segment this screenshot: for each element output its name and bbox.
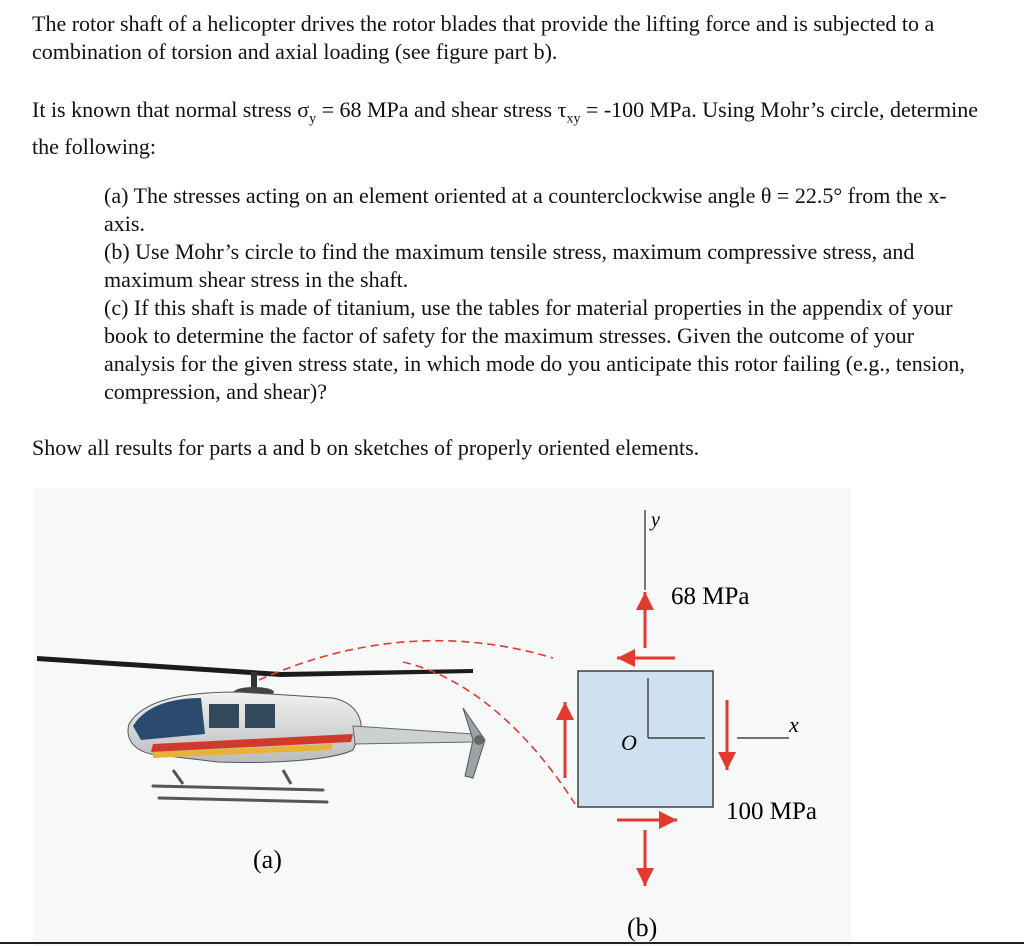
x-axis-label: x — [789, 712, 799, 737]
skid-struts — [173, 770, 291, 784]
instruction: Show all results for parts a and b on sketches of properly oriented elements. — [32, 435, 700, 460]
stress-element — [578, 671, 713, 807]
problem-intro: The rotor shaft of a helicopter drives the rotor blades that provide the lifting force and is subjected to a combination of torsion and axial loading (see figure part b). — [32, 11, 935, 64]
sigma-value: = 68 MPa and shear stress — [316, 97, 558, 122]
y-axis-label: y — [651, 509, 660, 531]
tail-boom — [353, 726, 473, 744]
figure-label-b: (b) — [627, 913, 658, 942]
helicopter-illustration — [37, 656, 485, 802]
side-window — [209, 704, 239, 728]
figure-panel — [33, 488, 851, 946]
bottom-divider — [0, 942, 1024, 944]
normal-stress-label: 68 MPa — [671, 583, 750, 610]
tau-value: = -100 MPa. Using Mohr’s circle, determine the following: — [32, 97, 978, 160]
landing-skids — [153, 786, 327, 802]
part-c: (c) If this shaft is made of titanium, use the tables for material properties in the appendix of your book to determine the factor of safety for the maximum stresses. Given the outcome of your analysis for the given stress state, in which mode do you anticipate this rotor failing (e.g., tension, compression, and shear)? — [104, 295, 965, 404]
tail-rotor-hub — [474, 735, 484, 745]
sigma-symbol: σ — [297, 97, 310, 122]
part-a: (a) The stresses acting on an element oriented at a counterclockwise angle θ = 22.5° from the x-axis. — [104, 183, 947, 236]
given-text-before: It is known that normal stress — [32, 97, 298, 122]
shear-stress-label: 100 MPa — [726, 798, 817, 825]
part-b: (b) Use Mohr’s circle to find the maximum tensile stress, maximum compressive stress, and maximum shear stress in the shaft. — [104, 239, 915, 292]
origin-label: O — [621, 730, 637, 755]
figure-drawing — [33, 488, 851, 946]
sigma-subscript: y — [309, 111, 317, 127]
figure-label-a: (a) — [253, 845, 282, 874]
tau-symbol: τ — [557, 97, 567, 122]
given-values — [32, 96, 992, 161]
cockpit-window — [133, 698, 205, 740]
side-window-rear — [245, 704, 275, 728]
tau-subscript: xy — [566, 111, 581, 127]
